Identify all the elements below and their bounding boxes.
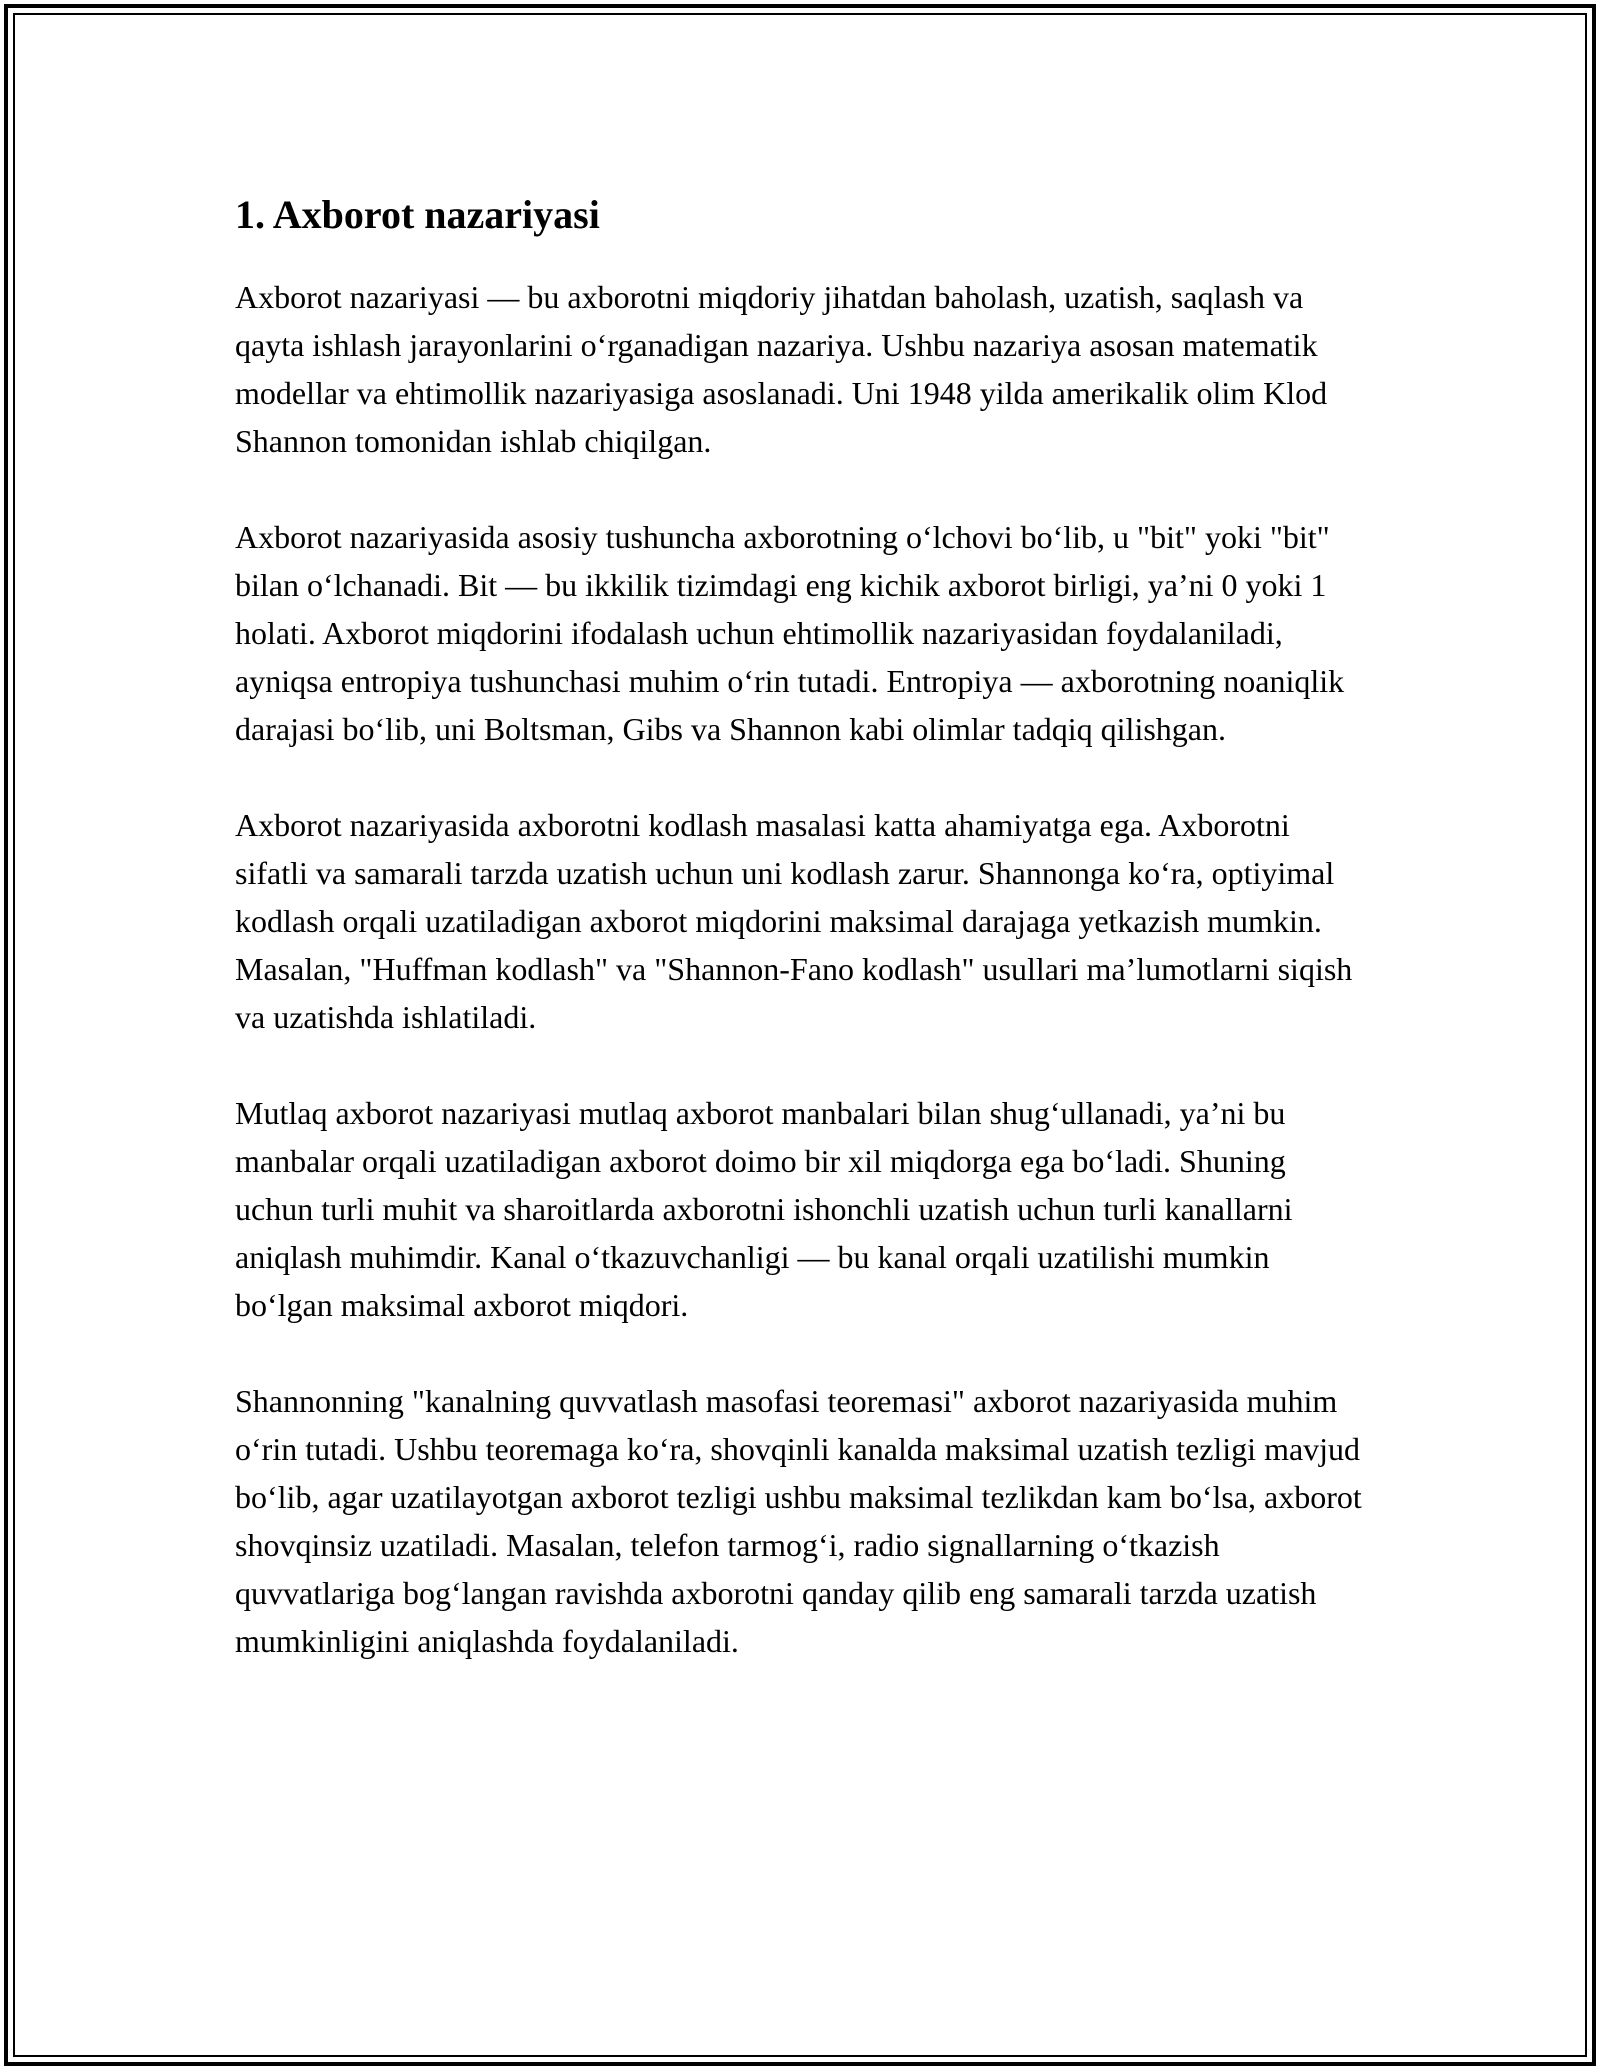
section-heading: 1. Axborot nazariyasi <box>235 192 600 237</box>
document-body <box>235 185 1375 1713</box>
paragraph-3: Axborot nazariyasida axborotni kodlash masalasi katta ahamiyatga ega. Axborotni sifatli va samarali tarzda uzatish uchun uni kodlash zarur. Shannonga koʻra, optiyimal kodlash orqali uzatiladigan axborot miqdorini maksimal darajaga yetkazish mumkin. Masalan, "Huffman kodlash" va "Shannon-Fano kodlash" usullari maʼlumotlarni siqish va uzatishda ishlatiladi. <box>235 807 1353 1035</box>
paragraph-2: Axborot nazariyasida asosiy tushuncha axborotning oʻlchovi boʻlib, u "bit" yoki "bit" bilan oʻlchanadi. Bit — bu ikkilik tizimdagi eng kichik axborot birligi, yaʼni 0 yoki 1 holati. Axborot miqdorini ifodalash uchun ehtimollik nazariyasidan foydalaniladi, ayniqsa entropiya tushunchasi muhim oʻrin tutadi. Entropiya — axborotning noaniqlik darajasi boʻlib, uni Boltsman, Gibs va Shannon kabi olimlar tadqiq qilishgan. <box>235 519 1345 747</box>
paragraph-5: Shannonning "kanalning quvvatlash masofasi teoremasi" axborot nazariyasida muhim oʻrin tutadi. Ushbu teoremaga koʻra, shovqinli kanalda maksimal uzatish tezligi mavjud boʻlib, agar uzatilayotgan axborot tezligi ushbu maksimal tezlikdan kam boʻlsa, axborot shovqinsiz uzatiladi. Masalan, telefon tarmogʻi, radio signallarning oʻtkazish quvvatlariga bogʻlangan ravishda axborotni qanday qilib eng samarali tarzda uzatish mumkinligini aniqlashda foydalaniladi. <box>235 1383 1362 1659</box>
paragraph-1: Axborot nazariyasi — bu axborotni miqdoriy jihatdan baholash, uzatish, saqlash va qayta ishlash jarayonlarini oʻrganadigan nazariya. Ushbu nazariya asosan matematik modellar va ehtimollik nazariyasiga asoslanadi. Uni 1948 yilda amerikalik olim Klod Shannon tomonidan ishlab chiqilgan. <box>235 279 1328 459</box>
paragraph-4: Mutlaq axborot nazariyasi mutlaq axborot manbalari bilan shugʻullanadi, yaʼni bu manbalar orqali uzatiladigan axborot doimo bir xil miqdorga ega boʻladi. Shuning uchun turli muhit va sharoitlarda axborotni ishonchli uzatish uchun turli kanallarni aniqlash muhimdir. Kanal oʻtkazuvchanligi — bu kanal orqali uzatilishi mumkin boʻlgan maksimal axborot miqdori. <box>235 1095 1293 1323</box>
